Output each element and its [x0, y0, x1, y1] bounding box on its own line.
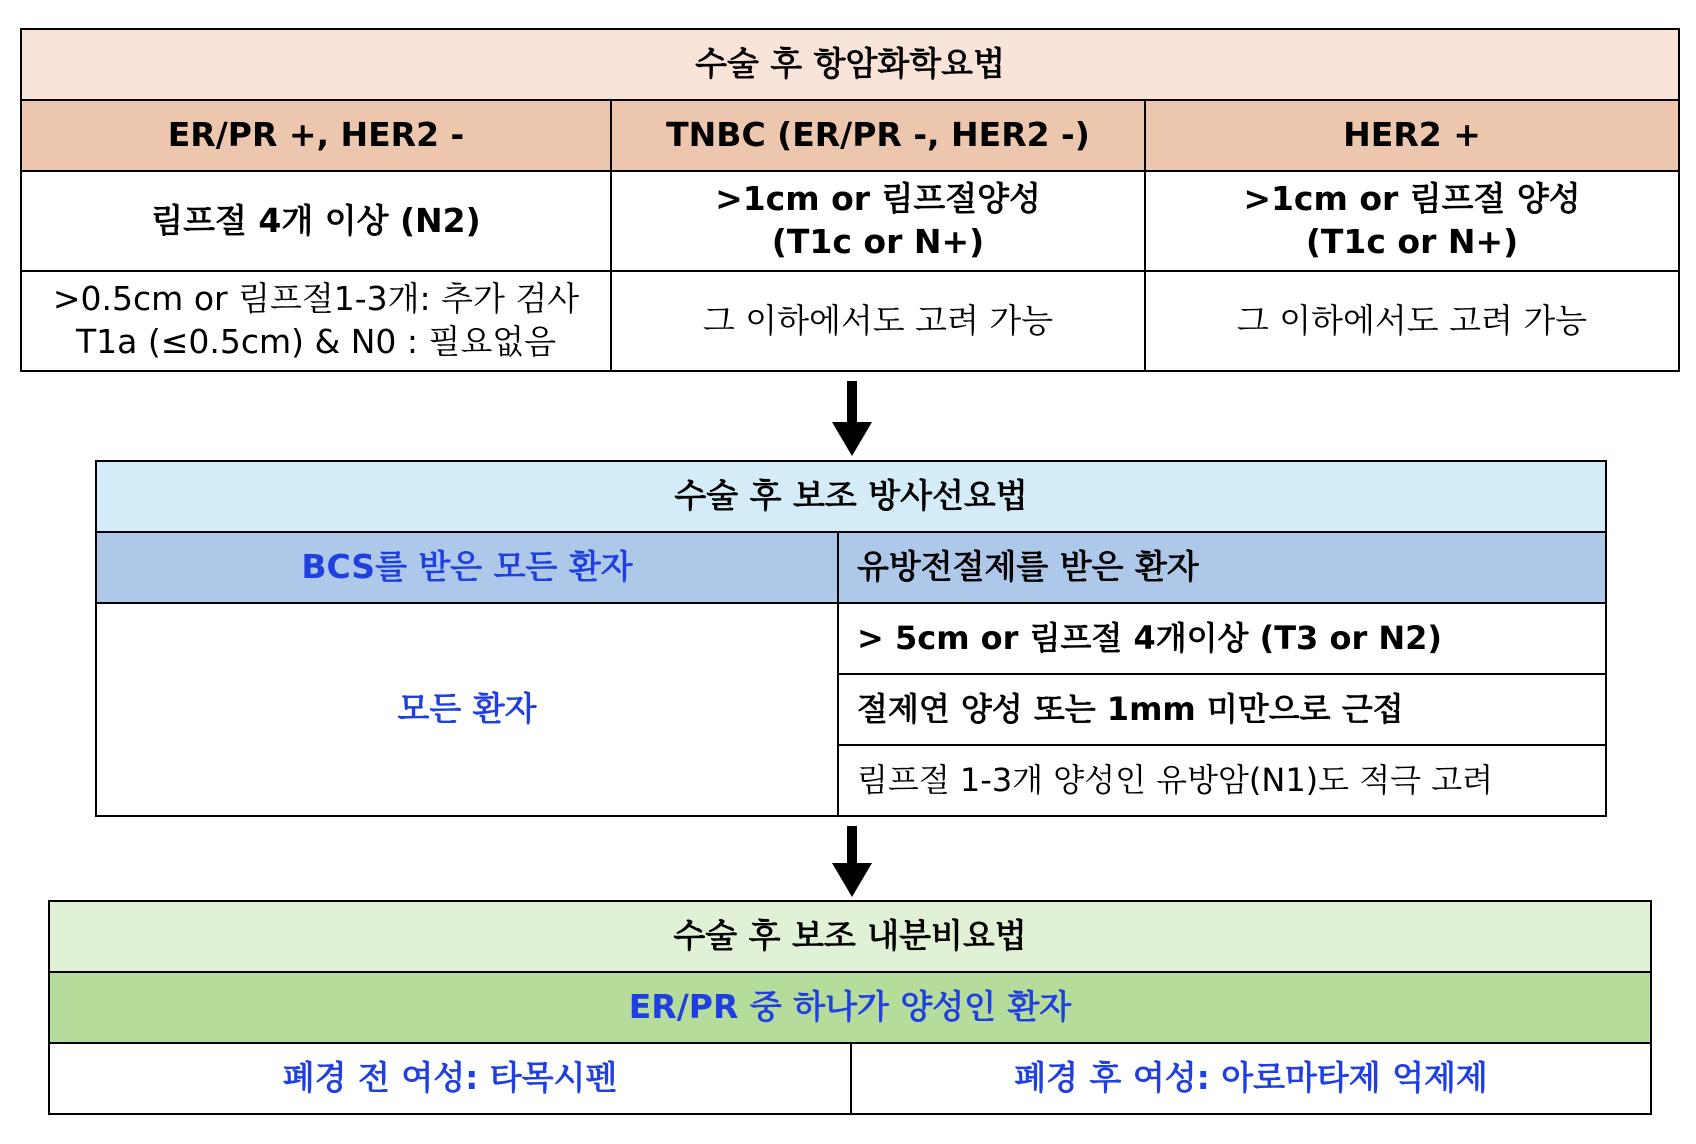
down-arrow-icon: [832, 381, 872, 456]
mastectomy-criterion-2: 절제연 양성 또는 1mm 미만으로 근접: [838, 674, 1606, 745]
postmenopausal-therapy: 폐경 후 여성: 아로마타제 억제제: [851, 1043, 1651, 1114]
header-her2-positive: HER2 +: [1145, 100, 1679, 171]
header-er-pr-positive: ER/PR +, HER2 -: [21, 100, 611, 171]
tnbc-secondary: 그 이하에서도 고려 가능: [611, 271, 1145, 371]
endocrine-table: [48, 900, 1652, 1115]
tnbc-indication-line2: (T1c or N+): [771, 222, 985, 261]
her2-indication-line1: >1cm or 림프절 양성: [1243, 179, 1581, 219]
mastectomy-criterion-1: > 5cm or 림프절 4개이상 (T3 or N2): [838, 603, 1606, 674]
her2-indication-line2: (T1c or N+): [1305, 222, 1519, 261]
er-pr-secondary-line1: >0.5cm or 림프절1-3개: 추가 검사: [52, 279, 580, 319]
er-pr-secondary: [21, 271, 611, 371]
mastectomy-criterion-3: 림프절 1-3개 양성인 유방암(N1)도 적극 고려: [838, 745, 1606, 816]
er-pr-secondary-line2: T1a (≤0.5cm) & N0 : 필요없음: [75, 322, 557, 361]
mastectomy-header: 유방전절제를 받은 환자: [838, 532, 1606, 603]
radiation-table: [95, 460, 1607, 817]
chemotherapy-title: 수술 후 항암화학요법: [21, 29, 1679, 100]
chemotherapy-table: [20, 28, 1680, 372]
bcs-all-patients: 모든 환자: [96, 603, 838, 816]
endocrine-title: 수술 후 보조 내분비요법: [49, 901, 1651, 972]
header-tnbc: TNBC (ER/PR -, HER2 -): [611, 100, 1145, 171]
down-arrow-icon: [832, 826, 872, 896]
tnbc-indication-line1: >1cm or 림프절양성: [715, 179, 1041, 219]
er-pr-indication: 림프절 4개 이상 (N2): [21, 171, 611, 271]
tnbc-indication: [611, 171, 1145, 271]
radiation-title: 수술 후 보조 방사선요법: [96, 461, 1606, 532]
her2-secondary: 그 이하에서도 고려 가능: [1145, 271, 1679, 371]
premenopausal-therapy: 폐경 전 여성: 타목시펜: [49, 1043, 851, 1114]
her2-indication: [1145, 171, 1679, 271]
endocrine-subtitle: ER/PR 중 하나가 양성인 환자: [49, 972, 1651, 1043]
bcs-header: BCS를 받은 모든 환자: [96, 532, 838, 603]
